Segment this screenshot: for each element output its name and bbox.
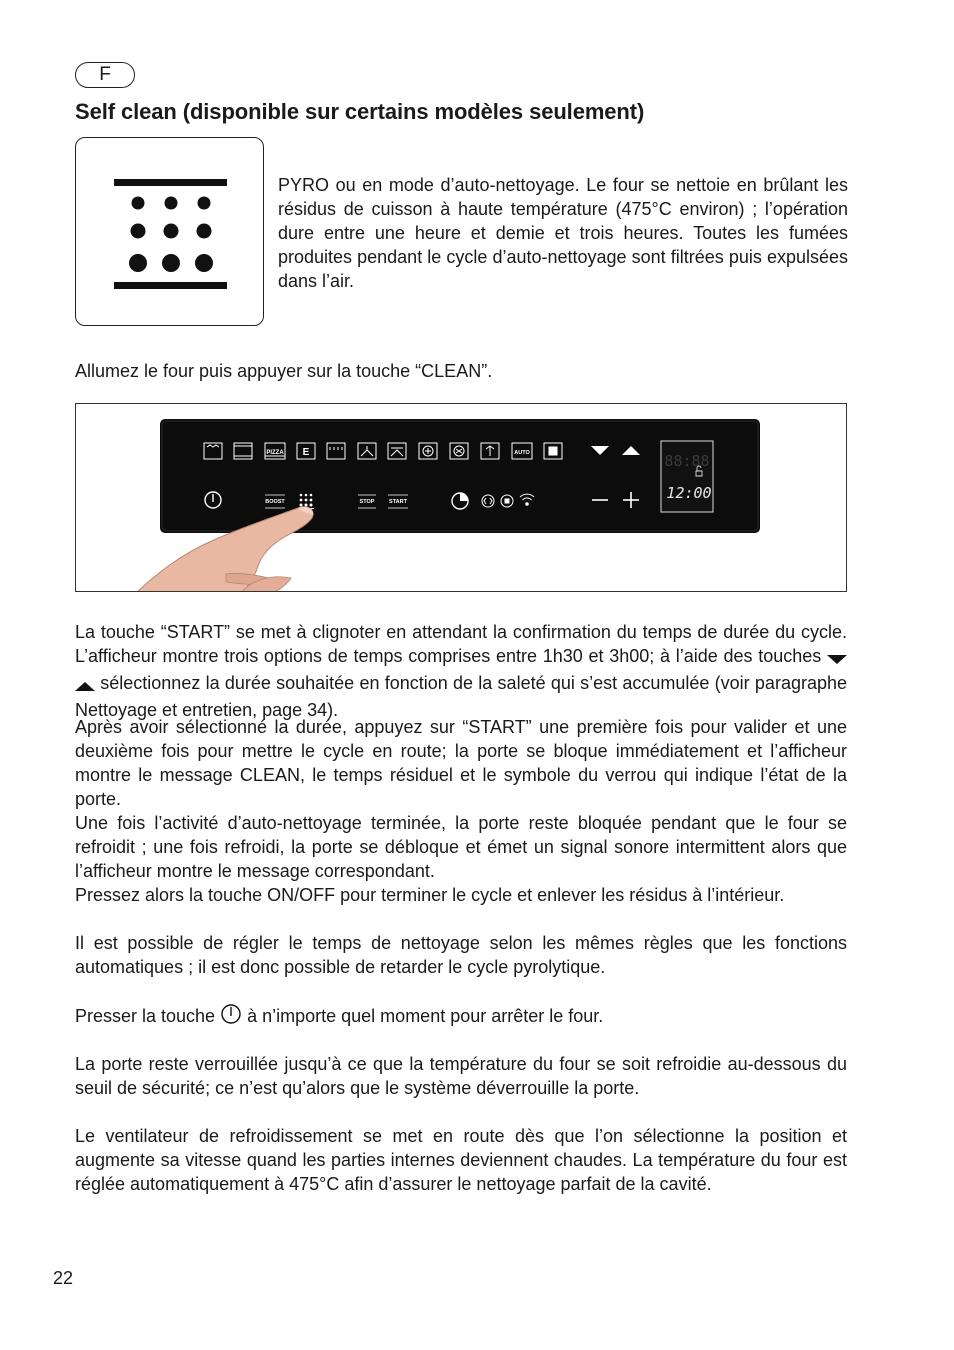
control-panel-figure <box>75 403 847 592</box>
paragraph-delay-cycle: Il est possible de régler le temps de nettoyage selon les mêmes règles que les fonctions automatiques ; il est donc possible de retarder le cycle pyrolytique. <box>75 933 847 977</box>
display-screen <box>661 441 713 512</box>
self-clean-icon-box <box>75 137 264 326</box>
boost-label: BOOST <box>265 499 285 505</box>
text-fragment: sélectionnez la durée souhaitée en fonction de la saleté qui s’est accumulée (voir paragraphe Nettoyage et entretien, page 34). <box>75 673 847 720</box>
auto-label: AUTO <box>514 450 530 456</box>
paragraph-stop-oven <box>75 1003 847 1031</box>
paragraph-cycle-end: Une fois l’activité d’auto-nettoyage terminée, la porte reste bloquée pendant que le four se refroidit ; une fois refroidi, la porte se débloque et émet un signal sonore intermittent alors que l’afficheur montre le message correspondant. <box>75 813 847 881</box>
intro-paragraph: PYRO ou en mode d’auto-nettoyage. Le four se nettoie en brûlant les résidus de cuisson à haute température (475°C environ) ; l’opération dure entre une heure et demie et trois heures. Toutes les fumées produites pendant le cycle d’auto-nettoyage sont filtrées puis expulsées dans l’air. <box>278 175 848 291</box>
page-number: 22 <box>53 1268 74 1288</box>
eco-label: E <box>302 447 310 458</box>
step-clean-instruction: Allumez le four puis appuyer sur la touche “CLEAN”. <box>75 361 493 381</box>
paragraph-cooling-fan: Le ventilateur de refroidissement se met en route dès que l’on sélectionne la position et augmente sa vitesse quand les parties internes deviennent chaudes. La température du four est réglée automatiquement à 475°C afin d’assurer le nettoyage parfait de la cavité. <box>75 1126 847 1194</box>
paragraph-door-locked: La porte reste verrouillée jusqu’à ce que la température du four se soit refroidie au-dessous du seuil de sécurité; ce n’est qu’alors que le système déverrouille la porte. <box>75 1054 847 1098</box>
paragraph-select-duration: Après avoir sélectionné la durée, appuyez sur “START” une première fois pour valider et une deuxième fois pour mettre le cycle en route; la porte se bloque immédiatement et l’afficheur montre le message CLEAN, le temps résiduel et le symbole du verrou qui indique l’état de la porte. <box>75 717 847 809</box>
section-title: Self clean (disponible sur certains modèles seulement) <box>75 99 645 124</box>
language-badge: F <box>75 62 135 88</box>
pizza-label: PIZZA <box>266 450 284 456</box>
paragraph-start-blink <box>75 620 847 722</box>
display-time: 12:00 <box>666 484 712 502</box>
power-inline-icon <box>220 1003 242 1031</box>
control-panel-illustration <box>76 404 847 592</box>
up-arrow-inline-icon <box>75 674 95 698</box>
down-arrow-inline-icon <box>827 647 847 671</box>
display-segment-digits: 88:88 <box>664 452 710 470</box>
text-fragment: à n’importe quel moment pour arrêter le four. <box>247 1006 604 1026</box>
pyro-clean-icon <box>76 138 265 327</box>
stop-label: STOP <box>359 499 375 505</box>
text-fragment: Presser la touche <box>75 1006 216 1026</box>
text-fragment: La touche “START” se met à clignoter en attendant la confirmation du temps de durée du cycle. L’afficheur montre trois options de temps comprises entre 1h30 et 3h00; à l’aide des touches <box>75 622 847 666</box>
start-label: START <box>389 499 407 505</box>
paragraph-press-onoff: Pressez alors la touche ON/OFF pour terminer le cycle et enlever les résidus à l’intérieur. <box>75 885 785 905</box>
